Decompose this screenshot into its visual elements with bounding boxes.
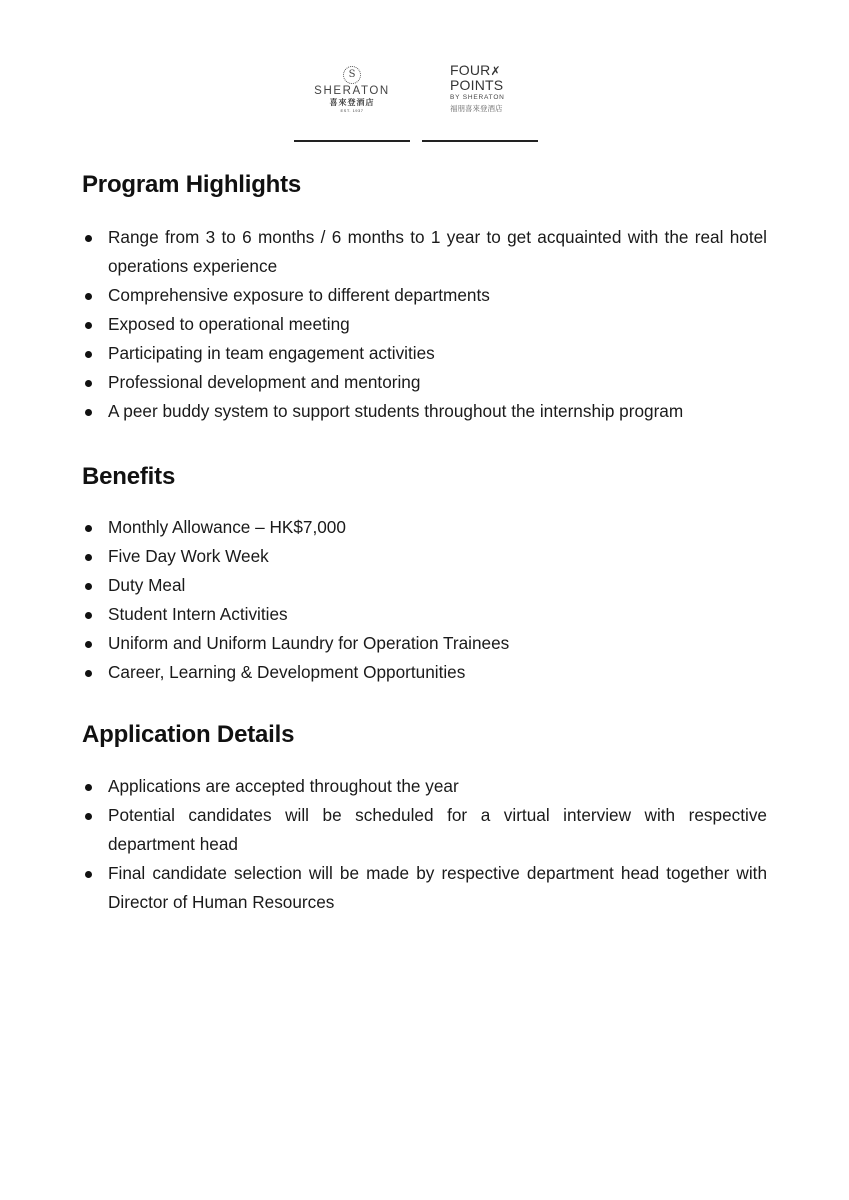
list-item: Professional development and mentoring: [82, 368, 767, 397]
four-points-word-four: FOUR: [450, 62, 491, 78]
section-title: Application Details: [82, 721, 295, 748]
bullet-list: [82, 513, 767, 687]
list-item: Career, Learning & Development Opportunities: [82, 658, 767, 687]
program-highlights-section: [82, 164, 767, 426]
document-body: [82, 164, 767, 917]
brand-logos: [0, 64, 849, 148]
bullet-list: [82, 772, 767, 917]
logo-divider-right: [422, 140, 538, 142]
four-points-leaf-icon: ✗: [490, 64, 501, 78]
list-item: Participating in team engagement activities: [82, 339, 767, 368]
list-item: A peer buddy system to support students throughout the internship program: [82, 397, 767, 426]
list-item: Monthly Allowance – HK$7,000: [82, 513, 767, 542]
list-item: Final candidate selection will be made by respective department head together with Director of Human Resources: [82, 859, 767, 917]
list-item: Range from 3 to 6 months / 6 months to 1 year to get acquainted with the real hotel operations experience: [82, 223, 767, 281]
sheraton-emblem-icon: S: [343, 66, 361, 84]
sheraton-established: EST. 1937: [340, 108, 364, 113]
sheraton-name: SHERATON: [314, 85, 390, 97]
benefits-section: [82, 457, 767, 687]
list-item: Applications are accepted throughout the year: [82, 772, 767, 801]
four-points-by-sheraton: BY SHERATON: [450, 94, 505, 101]
section-title: Program Highlights: [82, 171, 302, 198]
section-title: Benefits: [82, 463, 176, 490]
list-item: Duty Meal: [82, 571, 767, 600]
list-item: Potential candidates will be scheduled for a virtual interview with respective department head: [82, 801, 767, 859]
list-item: Student Intern Activities: [82, 600, 767, 629]
logo-divider-left: [294, 140, 410, 142]
application-details-section: [82, 715, 767, 917]
four-points-chinese-name: 福朋喜來登酒店: [450, 104, 503, 113]
sheraton-logo: [294, 64, 410, 114]
list-item: Exposed to operational meeting: [82, 310, 767, 339]
list-item: Five Day Work Week: [82, 542, 767, 571]
four-points-logo: [422, 64, 538, 114]
list-item: Uniform and Uniform Laundry for Operation Trainees: [82, 629, 767, 658]
list-item: Comprehensive exposure to different departments: [82, 281, 767, 310]
bullet-list: [82, 223, 767, 426]
sheraton-chinese-name: 喜來登酒店: [329, 98, 375, 107]
four-points-word-points: POINTS: [450, 76, 504, 93]
